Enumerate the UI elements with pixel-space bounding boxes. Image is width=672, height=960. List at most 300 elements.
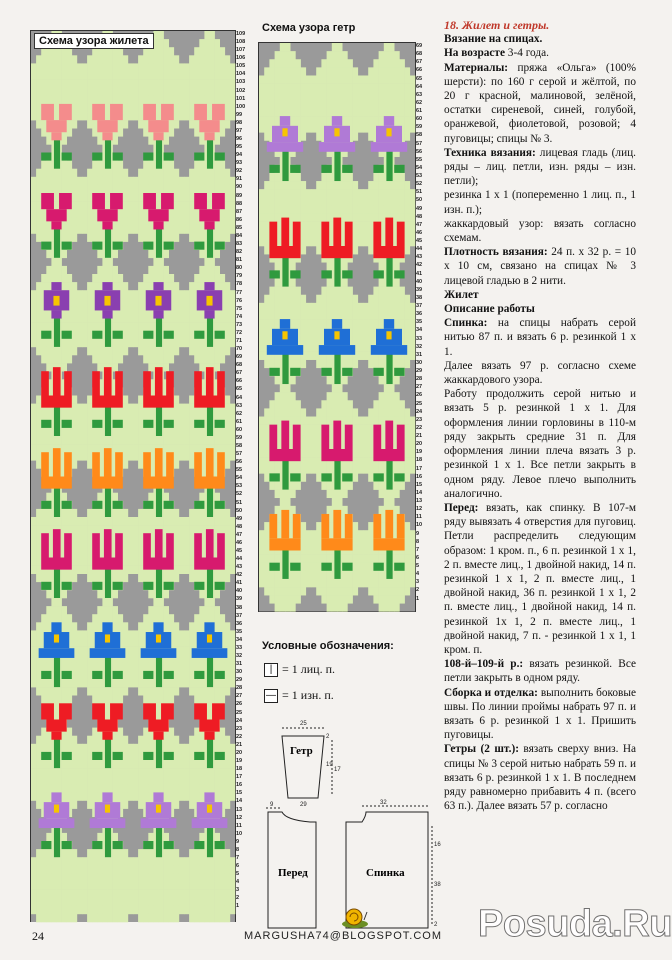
chart-cell [179, 655, 184, 663]
motif-flower [110, 193, 123, 209]
chart-cell [57, 776, 62, 784]
chart-cell [363, 425, 369, 433]
chart-cell [199, 436, 204, 444]
chart-cell [143, 209, 148, 217]
chart-cell [138, 169, 143, 177]
chart-cell [169, 728, 174, 736]
vest-row-number: 71 [236, 337, 243, 344]
chart-cell [87, 185, 92, 193]
chart-cell [174, 96, 179, 104]
chart-cell [184, 517, 189, 525]
chart-cell [148, 517, 153, 525]
chart-cell [169, 525, 174, 533]
chart-cell [199, 428, 204, 436]
chart-cell [194, 760, 199, 768]
chart-cell [164, 898, 169, 906]
chart-cell [31, 566, 36, 574]
chart-cell [41, 282, 46, 290]
chart-cell [102, 274, 107, 282]
chart-cell [72, 525, 77, 533]
chart-cell [230, 193, 235, 201]
chart-cell [82, 906, 87, 914]
chart-cell [194, 687, 199, 695]
chart-cell [113, 679, 118, 687]
chart-cell [148, 234, 153, 242]
chart-cell [405, 132, 411, 140]
chart-cell [174, 209, 179, 217]
chart-cell [342, 197, 348, 205]
chart-cell [128, 96, 133, 104]
chart-cell [46, 274, 51, 282]
chart-cell [204, 266, 209, 274]
chart-cell [169, 282, 174, 290]
chart-cell [113, 525, 118, 533]
motif-leaf [41, 242, 51, 250]
chart-cell [353, 75, 359, 83]
chart-cell [225, 671, 230, 679]
motif-flower [192, 648, 228, 658]
chart-cell [123, 679, 128, 687]
motif-flower [97, 209, 117, 221]
chart-cell [102, 873, 107, 881]
chart-cell [77, 290, 82, 298]
motif-leaf [143, 501, 153, 509]
chart-cell [143, 96, 148, 104]
chart-cell [148, 663, 153, 671]
chart-cell [108, 776, 113, 784]
chart-cell [194, 695, 199, 703]
chart-cell [169, 622, 174, 630]
chart-cell [77, 882, 82, 890]
chart-cell [179, 452, 184, 460]
chart-cell [174, 898, 179, 906]
chart-cell [159, 898, 164, 906]
chart-cell [230, 882, 235, 890]
chart-cell [280, 92, 286, 100]
chart-cell [97, 687, 102, 695]
chart-cell [82, 768, 87, 776]
chart-cell [164, 347, 169, 355]
chart-cell [57, 266, 62, 274]
chart-cell [184, 655, 189, 663]
chart-cell [92, 873, 97, 881]
chart-cell [199, 63, 204, 71]
chart-cell [72, 444, 77, 452]
chart-cell [123, 752, 128, 760]
motif-leaf [194, 752, 204, 760]
chart-cell [148, 736, 153, 744]
chart-cell [123, 55, 128, 63]
chart-cell [184, 671, 189, 679]
chart-cell [373, 408, 379, 416]
chart-cell [36, 88, 41, 96]
chart-cell [373, 214, 379, 222]
chart-cell [138, 88, 143, 96]
chart-cell [82, 639, 87, 647]
chart-cell [316, 360, 322, 368]
motif-leaf [92, 331, 102, 339]
chart-cell [204, 857, 209, 865]
chart-cell [128, 80, 133, 88]
chart-cell [77, 533, 82, 541]
chart-cell [327, 84, 333, 92]
chart-cell [31, 784, 36, 792]
chart-cell [399, 214, 405, 222]
chart-cell [31, 752, 36, 760]
chart-cell [77, 857, 82, 865]
chart-cell [410, 100, 416, 108]
chart-cell [31, 201, 36, 209]
chart-cell [118, 80, 123, 88]
chart-cell [215, 323, 220, 331]
chart-cell [384, 392, 390, 400]
chart-cell [97, 679, 102, 687]
chart-cell [92, 339, 97, 347]
chart-cell [46, 55, 51, 63]
chart-cell [275, 319, 281, 327]
chart-cell [148, 833, 153, 841]
chart-cell [399, 92, 405, 100]
chart-cell [62, 315, 67, 323]
chart-cell [189, 849, 194, 857]
chart-cell [358, 441, 364, 449]
chart-cell [164, 177, 169, 185]
chart-cell [31, 890, 36, 898]
chart-cell [368, 189, 374, 197]
chart-cell [62, 857, 67, 865]
chart-cell [199, 517, 204, 525]
chart-cell [275, 400, 281, 408]
motif-stem [156, 485, 162, 517]
chart-cell [174, 914, 179, 922]
chart-cell [269, 75, 275, 83]
chart-cell [199, 363, 204, 371]
chart-cell [77, 752, 82, 760]
chart-cell [174, 72, 179, 80]
chart-cell [164, 436, 169, 444]
chart-cell [133, 452, 138, 460]
chart-cell [358, 238, 364, 246]
chart-cell [225, 784, 230, 792]
chart-cell [410, 303, 416, 311]
chart-cell [184, 428, 189, 436]
chart-cell [82, 898, 87, 906]
chart-cell [321, 360, 327, 368]
chart-cell [295, 92, 301, 100]
chart-cell [194, 128, 199, 136]
chart-cell [118, 687, 123, 695]
chart-cell [184, 630, 189, 638]
chart-cell [36, 784, 41, 792]
chart-cell [128, 444, 133, 452]
chart-cell [41, 906, 46, 914]
chart-cell [77, 744, 82, 752]
chart-cell [189, 639, 194, 647]
chart-cell [123, 760, 128, 768]
chart-cell [353, 124, 359, 132]
chart-cell [46, 323, 51, 331]
chart-cell [210, 274, 215, 282]
chart-cell [394, 51, 400, 59]
chart-cell [97, 768, 102, 776]
chart-cell [123, 776, 128, 784]
chart-cell [189, 420, 194, 428]
chart-cell [36, 622, 41, 630]
chart-cell [353, 108, 359, 116]
chart-cell [389, 43, 395, 51]
chart-cell [285, 392, 291, 400]
chart-cell [215, 760, 220, 768]
chart-cell [36, 444, 41, 452]
motif-flower [204, 732, 214, 740]
chart-cell [164, 274, 169, 282]
motif-flower [92, 558, 123, 570]
chart-cell [410, 311, 416, 319]
chart-cell [148, 96, 153, 104]
chart-cell [264, 132, 270, 140]
chart-cell [210, 80, 215, 88]
chart-cell [128, 404, 133, 412]
chart-cell [36, 509, 41, 517]
motif-leaf [62, 420, 72, 428]
motif-flower [199, 120, 219, 132]
chart-cell [220, 679, 225, 687]
chart-cell [92, 622, 97, 630]
motif-flower [104, 529, 112, 557]
chart-cell [148, 136, 153, 144]
chart-cell [306, 205, 312, 213]
chart-cell [215, 55, 220, 63]
motif-stem [105, 485, 111, 517]
chart-cell [164, 890, 169, 898]
chart-cell [77, 671, 82, 679]
chart-cell [72, 234, 77, 242]
chart-cell [113, 363, 118, 371]
chart-cell [290, 173, 296, 181]
chart-cell [194, 728, 199, 736]
chart-cell [368, 335, 374, 343]
chart-cell [113, 88, 118, 96]
chart-cell [153, 517, 158, 525]
motif-flower [153, 732, 163, 740]
chart-cell [405, 449, 411, 457]
chart-cell [46, 234, 51, 242]
chart-cell [102, 517, 107, 525]
chart-cell [77, 436, 82, 444]
chart-cell [138, 209, 143, 217]
chart-cell [41, 185, 46, 193]
chart-cell [46, 80, 51, 88]
chart-cell [87, 865, 92, 873]
chart-cell [67, 315, 72, 323]
chart-cell [394, 376, 400, 384]
chart-cell [384, 311, 390, 319]
motif-flower [64, 533, 72, 557]
chart-cell [301, 100, 307, 108]
motif-leaf [113, 153, 123, 161]
chart-cell [264, 84, 270, 92]
chart-cell [194, 47, 199, 55]
chart-cell [204, 185, 209, 193]
chart-cell [118, 169, 123, 177]
chart-cell [179, 436, 184, 444]
chart-cell [97, 906, 102, 914]
motif-flower [217, 371, 225, 395]
chart-cell [230, 533, 235, 541]
chart-cell [347, 108, 353, 116]
chart-cell [199, 47, 204, 55]
chart-cell [148, 177, 153, 185]
chart-cell [51, 890, 56, 898]
chart-cell [405, 108, 411, 116]
chart-cell [379, 303, 385, 311]
chart-cell [301, 222, 307, 230]
motif-flower [204, 622, 214, 632]
chart-cell [169, 412, 174, 420]
vest-row-number: 29 [236, 677, 243, 684]
chart-cell [399, 100, 405, 108]
chart-cell [225, 687, 230, 695]
chart-cell [353, 181, 359, 189]
chart-cell [327, 214, 333, 222]
chart-cell [62, 882, 67, 890]
chart-cell [72, 622, 77, 630]
chart-cell [31, 177, 36, 185]
chart-cell [389, 287, 395, 295]
chart-cell [102, 606, 107, 614]
chart-cell [31, 679, 36, 687]
chart-cell [97, 88, 102, 96]
chart-cell [77, 428, 82, 436]
chart-cell [184, 193, 189, 201]
chart-cell [169, 768, 174, 776]
chart-cell [153, 873, 158, 881]
chart-cell [259, 84, 265, 92]
chart-cell [46, 63, 51, 71]
motif-leaf [143, 752, 153, 760]
chart-cell [138, 96, 143, 104]
chart-cell [97, 517, 102, 525]
chart-cell [31, 104, 36, 112]
chart-cell [321, 319, 327, 327]
motif-flower [166, 452, 174, 476]
chart-cell [138, 452, 143, 460]
chart-cell [174, 112, 179, 120]
chart-cell [220, 865, 225, 873]
chart-cell [184, 776, 189, 784]
chart-cell [102, 784, 107, 792]
chart-cell [194, 355, 199, 363]
chart-cell [394, 287, 400, 295]
chart-cell [31, 533, 36, 541]
chart-cell [36, 80, 41, 88]
chart-cell [189, 112, 194, 120]
chart-cell [269, 311, 275, 319]
chart-cell [225, 898, 230, 906]
chart-cell [259, 124, 265, 132]
motif-flower [148, 720, 168, 732]
chart-cell [31, 873, 36, 881]
chart-cell [97, 80, 102, 88]
chart-cell [230, 517, 235, 525]
chart-cell [164, 679, 169, 687]
chart-cell [36, 412, 41, 420]
chart-cell [97, 622, 102, 630]
chart-cell [199, 88, 204, 96]
chart-cell [358, 303, 364, 311]
chart-cell [225, 776, 230, 784]
chart-cell [118, 906, 123, 914]
chart-cell [316, 197, 322, 205]
motif-leaf [143, 153, 153, 161]
chart-cell [368, 124, 374, 132]
chart-cell [220, 169, 225, 177]
chart-cell [230, 752, 235, 760]
vest-row-number: 75 [236, 305, 243, 312]
chart-cell [51, 606, 56, 614]
chart-cell [189, 671, 194, 679]
chart-cell [92, 209, 97, 217]
chart-cell [332, 311, 338, 319]
motif-stem [207, 136, 213, 168]
chart-cell [363, 417, 369, 425]
chart-cell [368, 360, 374, 368]
motif-flower [143, 193, 156, 209]
chart-cell [159, 72, 164, 80]
chart-cell [184, 177, 189, 185]
chart-cell [199, 169, 204, 177]
chart-cell [41, 865, 46, 873]
chart-cell [82, 217, 87, 225]
chart-cell [31, 663, 36, 671]
chart-cell [169, 339, 174, 347]
chart-cell [118, 347, 123, 355]
chart-cell [275, 408, 281, 416]
chart-cell [275, 116, 281, 124]
motif-leaf [62, 242, 72, 250]
chart-cell [275, 100, 281, 108]
motif-leaf [194, 671, 204, 679]
chart-cell [62, 80, 67, 88]
chart-cell [92, 234, 97, 242]
chart-cell [368, 108, 374, 116]
chart-cell [368, 417, 374, 425]
chart-cell [153, 906, 158, 914]
chart-cell [174, 744, 179, 752]
chart-cell [41, 517, 46, 525]
chart-cell [199, 849, 204, 857]
chart-cell [118, 161, 123, 169]
chart-cell [128, 452, 133, 460]
chart-cell [179, 306, 184, 314]
chart-cell [77, 444, 82, 452]
chart-cell [179, 541, 184, 549]
chart-cell [189, 436, 194, 444]
chart-cell [342, 278, 348, 286]
motif-stem [156, 225, 162, 257]
chart-cell [179, 857, 184, 865]
chart-cell [87, 55, 92, 63]
chart-cell [31, 776, 36, 784]
chart-cell [77, 80, 82, 88]
chart-cell [108, 63, 113, 71]
chart-cell [220, 914, 225, 922]
chart-cell [358, 222, 364, 230]
chart-cell [194, 217, 199, 225]
chart-cell [77, 177, 82, 185]
chart-cell [301, 214, 307, 222]
chart-cell [46, 857, 51, 865]
